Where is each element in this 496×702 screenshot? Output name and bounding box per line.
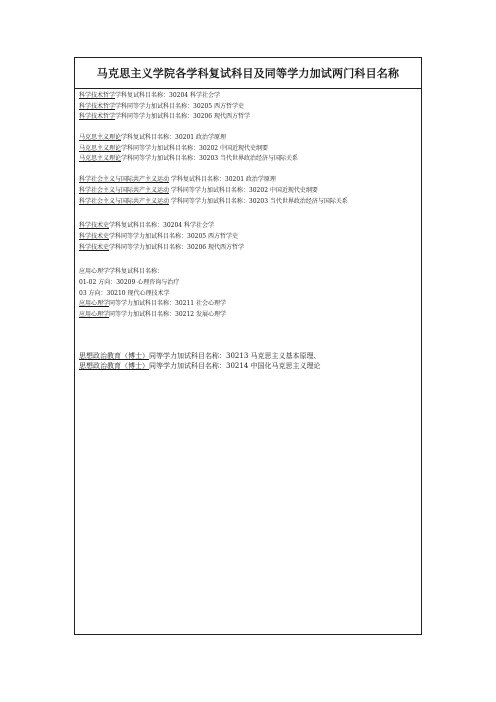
subject-text: 同等学力加试科目名称：30214 中国化马克思主义理论	[149, 362, 321, 371]
discipline-name: 思想政治教育（博士）	[79, 351, 149, 360]
text-line	[79, 267, 421, 278]
text-line	[79, 102, 421, 113]
discipline-name: 科学技术哲学	[79, 102, 116, 110]
document-frame	[74, 57, 422, 635]
text-line	[79, 232, 421, 243]
discipline-name: 科学社会主义与国际共产主义运动	[79, 186, 170, 194]
subject-text: 学科同等学力加试科目名称：30205 西方哲学史	[109, 232, 239, 240]
discipline-name: 科学社会主义与国际共产主义运动	[79, 197, 170, 205]
text-line	[79, 154, 421, 165]
discipline-name: 科学技术史	[79, 232, 110, 240]
subject-text: 学科复试科目名称：30201 政治学原理	[121, 134, 227, 142]
discipline-name: 思想政治教育（博士）	[79, 362, 149, 371]
text-line	[79, 243, 421, 254]
subject-text: 应用心理学学科复试科目名称：	[79, 268, 164, 276]
discipline-name: 应用心理学	[79, 300, 110, 308]
discipline-name: 科学技术史	[79, 222, 110, 230]
subject-text: 学科同等学力加试科目名称：30205 西方哲学史	[115, 102, 245, 110]
subject-text: 01-02 方向：30209 心理咨询与治疗	[79, 278, 180, 286]
document-body	[75, 89, 421, 372]
text-line	[79, 175, 421, 186]
text-line	[79, 112, 421, 123]
discipline-name: 马克思主义理论	[79, 155, 122, 163]
text-line	[79, 221, 421, 232]
text-line	[79, 197, 421, 208]
discipline-name: 科学技术哲学	[79, 92, 116, 99]
subject-text: 学科同等学力加试科目名称：30202 中国近现代史纲要	[121, 144, 269, 152]
discipline-name: 科学技术史	[79, 243, 110, 251]
page-title: 马克思主义学院各学科复试科目及同等学力加试两门科目名称	[96, 67, 400, 80]
text-line	[79, 361, 421, 372]
subject-text: 学科同等学力加试科目名称：30206 现代西方哲学	[115, 113, 251, 121]
subject-text: 学科同等学力加试科目名称：30203 当代世界政治经济与国际关系	[121, 155, 299, 163]
text-line	[79, 310, 421, 321]
subject-text: 学科复试科目名称：30201 政治学原理	[169, 176, 276, 184]
text-line	[79, 289, 421, 300]
discipline-name: 马克思主义理论	[79, 134, 122, 142]
text-line	[79, 278, 421, 289]
text-line	[79, 299, 421, 310]
subject-text: 学科同等学力加试科目名称：30203 当代世界政治经济与国际关系	[169, 197, 348, 205]
discipline-name: 应用心理学	[79, 311, 110, 318]
discipline-name: 科学技术哲学	[79, 113, 116, 121]
subject-text: 学科复试科目名称：30204 科学社会学	[115, 92, 221, 99]
subject-text: 同等学力加试科目名称：30211 社会心理学	[109, 300, 227, 308]
subject-text: 学科复试科目名称：30204 科学社会学	[109, 222, 215, 230]
title-row	[75, 58, 421, 89]
subject-text: 同等学力加试科目名称：30213 马克思主义基本原理、	[149, 351, 321, 360]
subject-text: 学科同等学力加试科目名称：30206 现代西方哲学	[109, 243, 245, 251]
text-line	[79, 186, 421, 197]
subject-text: 同等学力加试科目名称：30212 发展心理学	[109, 311, 227, 318]
text-line	[79, 351, 421, 362]
discipline-name: 马克思主义理论	[79, 144, 122, 152]
text-line	[79, 91, 421, 102]
text-line	[79, 133, 421, 144]
subject-text: 03 方向：30210 现代心理技术学	[79, 289, 170, 297]
text-line	[79, 144, 421, 155]
subject-text: 学科同等学力加试科目名称：30202 中国近现代史纲要	[169, 186, 318, 194]
discipline-name: 科学社会主义与国际共产主义运动	[79, 176, 170, 184]
